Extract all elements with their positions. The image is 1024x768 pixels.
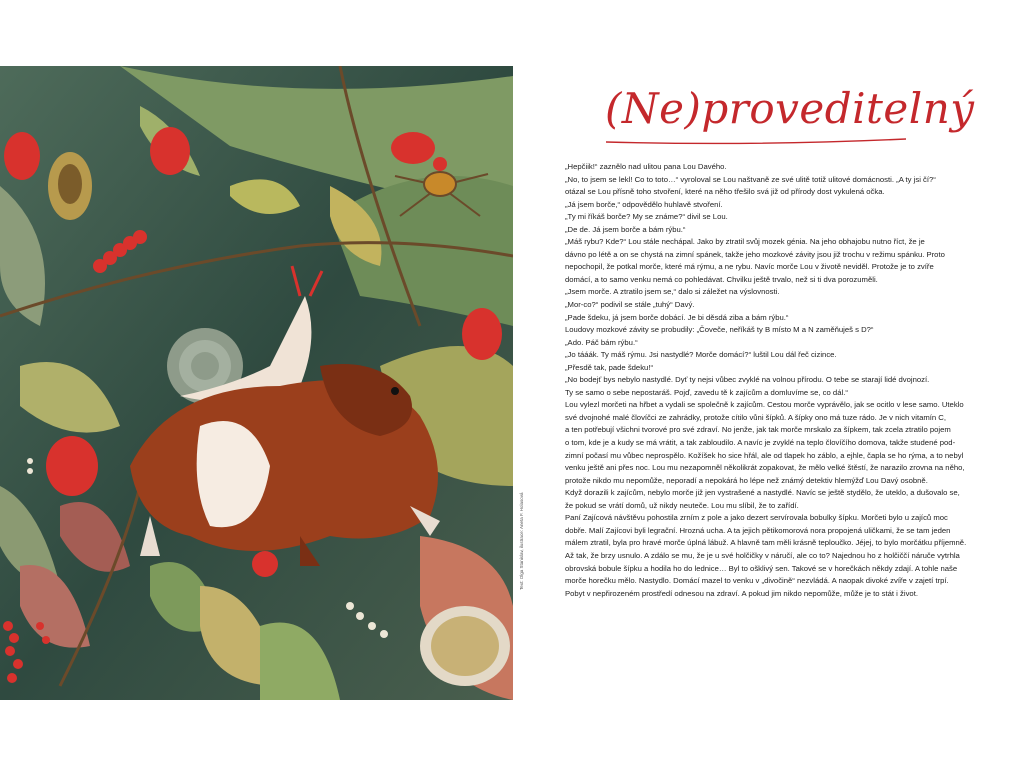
story-text (565, 161, 970, 600)
story-line: málem ztratil, byla pro hravé morče úplná lábuž. A hlavně tam měli krásně teploučko. Jéjej, to bylo morčátku příjemně. (565, 538, 967, 548)
story-line: a ten potřebují všichni tvorové pro své zdraví. No jenže, jak tak morče mrskalo za šípkem, tak zcela ztratilo pojem (565, 425, 951, 435)
story-line: o tom, kde je a kudy se má vrátit, a tak zabloudilo. A navíc je zvyklé na teplo človíčího domova, takže studené pod- (565, 438, 956, 448)
story-line: „Jo tááák. Ty máš rýmu. Jsi nastydlé? Morče domácí?“ luštil Lou dál řeč cizince. (565, 350, 837, 360)
illustration-credit: Text: Olga Stanislav, ilustrace: Aneta F. Holasová (519, 492, 524, 590)
story-line: zimní počasí mu vůbec neprospělo. Kožíšek ho sice hřál, ale od tlapek ho záblo, a ejhle, čapla se ho rýma, a to nebyl (565, 450, 964, 460)
story-line: Ty se samo o sebe nepostaráš. Pojď, zavedu tě k zajícům a domluvíme se, co dál.“ (565, 387, 848, 397)
story-line: „Ado. Páč bám rýbu.“ (565, 337, 638, 347)
story-line: „Přesdě tak, pade šdeku!“ (565, 362, 654, 372)
story-line: dobře. Malí Zajícovi byli legrační. Hrozná ucha. A ta jejich pětikomorová nora propojená uličkami, že se tam jeden (565, 525, 951, 535)
forest-illustration (0, 66, 513, 700)
story-line: že pokud se vrátí domů, už nikdy neuteče. Lou mu slíbil, že to zařídí. (565, 500, 799, 510)
story-line: venku ještě ani přes noc. Lou mu nezapomněl několikrát zopakovat, že mělo velké štěstí, že narazilo zrovna na něho, (565, 463, 965, 473)
story-line: morče horečku mělo. Nastydlo. Domácí mazel to venku v „divočině“ nezvládá. A naopak divoké zvíře v zajetí trpí. (565, 576, 949, 586)
story-line: domácí, a to samo venku nemá co pohledávat. Chvilku ještě trvalo, než si ti dva porozuměli. (565, 274, 878, 284)
story-line: „Hepčiik!“ zaznělo nad ulitou pana Lou Davého. (565, 162, 727, 171)
story-line: Až tak, že brzy usnulo. A zdálo se mu, že je u své holčičky v náručí, ale co to? Najednou ho z holčiččí náruče vytrhla (565, 550, 960, 560)
story-line: Loudovy mozkové závity se probudily: „Čoveče, neříkáš ty B místo M a N zaměňuješ s D?“ (565, 325, 874, 335)
story-line: „No bodejť bys nebylo nastydlé. Dyť ty nejsi vůbec zvyklé na volnou přírodu. O tebe se starají lidé dvojnozí. (565, 375, 930, 385)
story-line: „De de. Já jsem borče a bám rýbu.“ (565, 224, 686, 234)
story-line: obrovská bobule šípku a hodila ho do lednice… Byl to ošklivý sen. Takové se v horečkách někdy zdají. A tohle naše (565, 563, 958, 573)
story-line: „Pade šdeku, já jsem borče dobácí. Je bi děsdá ziba a bám rýbu.“ (565, 312, 789, 322)
story-line: „Mor-co?“ podivil se stále „tuhý“ Davý. (565, 300, 695, 310)
story-line: dávno po létě a on se chystá na zimní spánek, takže jeho mozkové závity jsou již trochu v režimu spánku. Proto (565, 249, 945, 259)
story-line: své dvojnohé malé človíčci ze zahrádky, protože cítilo vůni šípků. A šípky ono má tuze rádo. Je v nich vitamín C, (565, 412, 946, 422)
story-line: nepochopil, že potkal morče, které má rýmu, a ne rybu. Navíc morče Lou v životě neviděl. Protože je to zvíře (565, 262, 934, 272)
story-line: „Já jsem borče,“ odpovědělo huhlavě stvoření. (565, 199, 723, 209)
page-title: (Ne)proveditelný (605, 84, 975, 133)
story-line: Paní Zajícová návštěvu pohostila zrním z pole a jako dezert servírovala bobulky šípku. Morčeti bylo u zajíců moc (565, 513, 948, 523)
story-line: „Máš rybu? Kde?“ Lou stále nechápal. Jako by ztratil svůj mozek génia. Na jeho obhajobu nutno říct, že je (565, 237, 925, 247)
story-line: Když dorazili k zajícům, nebylo morče již jen vystrašené a nastydlé. Navíc se ještě stydělo, že uteklo, a dušovalo se, (565, 488, 960, 498)
illustration-artwork (0, 66, 513, 700)
story-line: Lou vylezl morčeti na hřbet a vydali se společně k zajícům. Cestou morče vyprávělo, jak se ocitlo v lese samo. Uteklo (565, 400, 964, 410)
story-line: „No, to jsem se lekl! Co to toto…“ vyroloval se Lou naštvaně ze své ulitě totiž ulitové domácnosti. „A ty jsi čí?“ (565, 174, 936, 184)
title-flourish (606, 136, 906, 146)
beetle (48, 152, 92, 220)
story-line: Pobyt v nepřirozeném prostředí odnesou na zdraví. A pokud jim nikdo nepomůže, může je to stát i život. (565, 588, 918, 598)
story-line: „Jsem morče. A ztratilo jsem se,“ dalo si záležet na výslovnosti. (565, 287, 780, 297)
story-line: otázal se Lou přísně toho stvoření, které na něho třešilo svá již od přírody dost vykulená očka. (565, 187, 885, 197)
story-line: „Ty mi říkáš borče? My se známe?“ divil se Lou. (565, 212, 728, 222)
story-line: protože nikdo mu nepomůže, neporadí a nepokárá ho lépe než známý detektiv hlemýžď Lou Davý osobně. (565, 475, 928, 485)
